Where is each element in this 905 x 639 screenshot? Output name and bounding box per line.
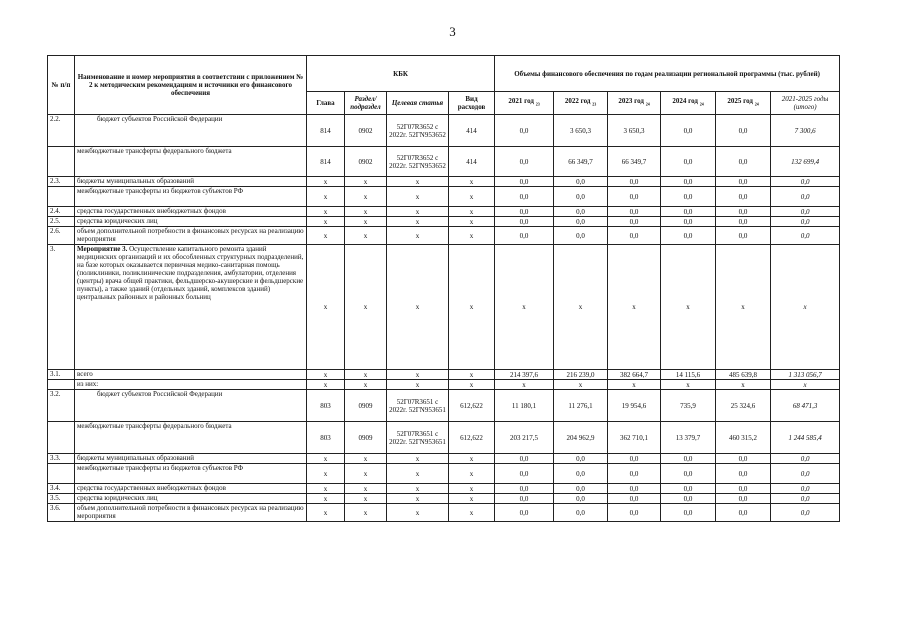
cell-v2022: x [554,245,608,370]
cell-statya: 52Г07R3651 с 2022г. 52ГN953651 [387,422,449,454]
header-y2023 [608,92,661,115]
header-glava: Глава [307,92,345,115]
cell-v2024: 0,0 [661,217,716,227]
table-row [48,115,840,147]
row-name-text: межбюджетные трансферты федерального бюджета [77,422,232,430]
cell-total: 132 699,4 [771,147,840,177]
financing-table [47,55,840,522]
cell-statya: 52Г07R3651 с 2022г. 52ГN953651 [387,390,449,422]
row-name [75,422,307,454]
cell-razdel: x [345,464,387,484]
row-number: 2.2. [48,115,75,147]
cell-v2023: 0,0 [608,217,661,227]
cell-glava: x [307,504,345,522]
cell-v2021: x [495,245,554,370]
cell-v2025: 0,0 [716,187,771,207]
cell-statya: x [387,370,449,380]
cell-razdel: x [345,504,387,522]
cell-v2021: 0,0 [495,454,554,464]
cell-v2025: 0,0 [716,207,771,217]
cell-v2024: 0,0 [661,484,716,494]
cell-glava: x [307,370,345,380]
cell-v2025: 0,0 [716,454,771,464]
row-name-text: межбюджетные трансферты федерального бюджета [77,147,232,155]
cell-razdel: x [345,217,387,227]
header-y2023-label: 2023 год [618,97,644,106]
cell-v2022: 0,0 [554,454,608,464]
row-name [75,370,307,380]
cell-glava: x [307,484,345,494]
cell-total: 68 471,3 [771,390,840,422]
table-row [48,370,840,380]
cell-total: x [771,380,840,390]
cell-v2024: 0,0 [661,207,716,217]
cell-v2023: 0,0 [608,187,661,207]
row-number: 3.2. [48,390,75,422]
header-statya: Целевая статья [387,92,449,115]
row-number: 3.6. [48,504,75,522]
cell-v2023: 0,0 [608,207,661,217]
table-row [48,380,840,390]
cell-statya: x [387,380,449,390]
header-kbk: КБК [307,56,495,92]
row-name [75,504,307,522]
cell-v2021: 0,0 [495,217,554,227]
cell-total: 0,0 [771,504,840,522]
table-row [48,504,840,522]
header-y2021-label: 2021 год [508,97,534,106]
cell-v2021: 0,0 [495,147,554,177]
row-name [75,177,307,187]
page-number: 3 [449,24,456,39]
cell-v2025: x [716,245,771,370]
row-number: 3.5. [48,494,75,504]
row-number [48,464,75,484]
cell-vid: x [449,207,495,217]
cell-glava: 814 [307,115,345,147]
cell-statya: x [387,207,449,217]
cell-v2024: 0,0 [661,177,716,187]
row-name [75,227,307,245]
cell-v2025: 0,0 [716,227,771,245]
table-row [48,227,840,245]
cell-v2023: 0,0 [608,504,661,522]
cell-v2023: 0,0 [608,464,661,484]
cell-total: 0,0 [771,217,840,227]
row-name [75,207,307,217]
cell-v2021: 0,0 [495,484,554,494]
cell-razdel: x [345,187,387,207]
cell-razdel: 0902 [345,115,387,147]
cell-v2023: 0,0 [608,484,661,494]
header-y2024-sub: 24 [699,101,704,107]
cell-v2021: 0,0 [495,187,554,207]
cell-razdel: x [345,207,387,217]
cell-razdel: x [345,380,387,390]
table-row [48,464,840,484]
cell-glava: x [307,227,345,245]
cell-razdel: x [345,227,387,245]
cell-razdel: x [345,370,387,380]
cell-vid: 414 [449,115,495,147]
cell-vid: x [449,494,495,504]
row-name-text: бюджет субъектов Российской Федерации [97,390,223,398]
row-name-text: из них: [77,380,99,388]
header-volumes: Объемы финансового обеспечения по годам реализации региональной программы (тыс. рублей) [495,56,840,92]
cell-total: 0,0 [771,464,840,484]
cell-statya: x [387,494,449,504]
table-row [48,390,840,422]
table-body [48,115,840,522]
row-name [75,115,307,147]
cell-vid: x [449,187,495,207]
cell-glava: x [307,494,345,504]
cell-v2025: 0,0 [716,177,771,187]
row-number [48,187,75,207]
cell-razdel: x [345,177,387,187]
cell-v2023: 3 650,3 [608,115,661,147]
cell-total: 0,0 [771,227,840,245]
cell-glava: x [307,464,345,484]
cell-total: 1 313 056,7 [771,370,840,380]
cell-v2025: 0,0 [716,147,771,177]
row-number [48,147,75,177]
table-row [48,147,840,177]
cell-v2021: 11 180,1 [495,390,554,422]
cell-v2025: 0,0 [716,464,771,484]
row-number [48,380,75,390]
cell-v2024: 14 115,6 [661,370,716,380]
header-y2022-sub: 23 [592,101,597,107]
cell-glava: x [307,245,345,370]
table-row [48,422,840,454]
cell-glava: x [307,207,345,217]
cell-glava: 803 [307,422,345,454]
cell-razdel: x [345,494,387,504]
cell-v2022: 0,0 [554,217,608,227]
cell-v2022: 0,0 [554,464,608,484]
table-row [48,207,840,217]
cell-v2025: 0,0 [716,484,771,494]
cell-statya: x [387,227,449,245]
cell-statya: 52Г07R3652 с 2022г. 52ГN953652 [387,115,449,147]
cell-v2023: 0,0 [608,227,661,245]
row-name-text: средства государственных внебюджетных фондов [77,484,226,492]
cell-v2025: 0,0 [716,217,771,227]
cell-total: x [771,245,840,370]
cell-v2022: 66 349,7 [554,147,608,177]
cell-total: 0,0 [771,494,840,504]
table-row [48,187,840,207]
cell-v2021: 0,0 [495,464,554,484]
cell-vid: x [449,380,495,390]
cell-v2021: 214 397,6 [495,370,554,380]
row-number: 2.3. [48,177,75,187]
row-name-text: всего [77,370,93,378]
cell-razdel: x [345,454,387,464]
cell-v2024: 0,0 [661,115,716,147]
cell-glava: x [307,454,345,464]
cell-v2025: 460 315,2 [716,422,771,454]
cell-glava: x [307,177,345,187]
cell-glava: x [307,187,345,207]
cell-statya: x [387,484,449,494]
cell-v2024: 0,0 [661,147,716,177]
header-y2024-label: 2024 год [672,97,698,106]
cell-v2024: 0,0 [661,227,716,245]
row-number: 2.4. [48,207,75,217]
row-name [75,380,307,390]
cell-vid: x [449,177,495,187]
cell-v2022: 204 962,9 [554,422,608,454]
table-row [48,484,840,494]
cell-vid: 612,622 [449,390,495,422]
row-number: 2.5. [48,217,75,227]
row-name [75,454,307,464]
cell-razdel: 0909 [345,390,387,422]
row-name [75,245,307,370]
cell-v2024: 0,0 [661,464,716,484]
header-y2022-label: 2022 год [564,97,591,106]
header-y2025-sub: 24 [754,101,759,107]
cell-total: 0,0 [771,187,840,207]
cell-total: 0,0 [771,177,840,187]
header-y2024 [661,92,716,115]
header-num: № п/п [48,56,75,115]
row-name [75,147,307,177]
cell-v2021: 0,0 [495,504,554,522]
cell-v2023: x [608,380,661,390]
row-number: 2.6. [48,227,75,245]
cell-vid: x [449,370,495,380]
header-total: 2021-2025 годы (итого) [771,92,840,115]
cell-v2023: 66 349,7 [608,147,661,177]
row-number: 3.1. [48,370,75,380]
row-name-text: средства юридических лиц [77,494,158,502]
header-y2022 [554,92,608,115]
cell-razdel: 0902 [345,147,387,177]
table-row [48,177,840,187]
row-name-text: Осуществление капитального ремонта зданий медицинских организаций и их обособленных структурных подразделений, на базе которых оказывается первичная медико-санитарная помощь (поликлиники, поликлинические подразделения, амбулатории, отделения (центры) врача общей практики, фельдшерско-акушерские и фельдшерские пункты), а также зданий (отдельных зданий, комплексов зданий) центральных районных и районных больниц [77,245,304,301]
cell-v2025: 25 324,6 [716,390,771,422]
row-number: 3.3. [48,454,75,464]
row-name-bold: Мероприятие 3. [77,245,128,253]
cell-v2023: 0,0 [608,494,661,504]
cell-vid: x [449,484,495,494]
row-number: 3.4. [48,484,75,494]
cell-vid: x [449,217,495,227]
cell-v2022: 0,0 [554,227,608,245]
cell-v2024: x [661,245,716,370]
cell-statya: x [387,177,449,187]
cell-statya: x [387,217,449,227]
cell-total: 1 244 585,4 [771,422,840,454]
row-name-text: межбюджетные трансферты из бюджетов субъектов РФ [77,464,244,472]
row-name [75,390,307,422]
cell-total: 0,0 [771,454,840,464]
cell-statya: x [387,454,449,464]
cell-glava: 814 [307,147,345,177]
cell-v2025: x [716,380,771,390]
cell-v2023: 19 954,6 [608,390,661,422]
cell-vid: x [449,227,495,245]
header-row-1 [48,56,840,92]
cell-v2022: 216 239,0 [554,370,608,380]
cell-v2022: 0,0 [554,494,608,504]
cell-vid: 414 [449,147,495,177]
row-name-text: объем дополнительной потребности в финансовых ресурсах на реализацию мероприятия [77,504,304,520]
cell-v2025: 0,0 [716,494,771,504]
row-name [75,464,307,484]
cell-v2021: 0,0 [495,227,554,245]
header-y2023-sub: 24 [645,101,650,107]
cell-statya: x [387,187,449,207]
table-row [48,245,840,370]
row-name [75,187,307,207]
cell-v2025: 0,0 [716,504,771,522]
cell-vid: 612,622 [449,422,495,454]
header-y2025 [716,92,771,115]
cell-vid: x [449,454,495,464]
cell-v2021: 0,0 [495,494,554,504]
cell-v2022: 0,0 [554,504,608,522]
cell-glava: x [307,380,345,390]
cell-vid: x [449,245,495,370]
cell-v2025: 485 639,8 [716,370,771,380]
row-name-text: бюджеты муниципальных образований [77,177,195,185]
cell-statya: 52Г07R3652 с 2022г. 52ГN953652 [387,147,449,177]
cell-v2022: 3 650,3 [554,115,608,147]
cell-vid: x [449,504,495,522]
row-name [75,494,307,504]
cell-razdel: x [345,484,387,494]
header-name: Наименование и номер мероприятия в соответствии с приложением № 2 к методическим рекомендациям и источники его финансового обеспечения [75,56,307,115]
row-number: 3. [48,245,75,370]
cell-total: 0,0 [771,484,840,494]
row-name-text: бюджеты муниципальных образований [77,454,195,462]
cell-statya: x [387,245,449,370]
cell-v2024: 0,0 [661,187,716,207]
row-name [75,217,307,227]
cell-total: 0,0 [771,207,840,217]
table-row [48,494,840,504]
row-name-text: бюджет субъектов Российской Федерации [97,115,223,123]
cell-glava: 803 [307,390,345,422]
cell-v2023: 0,0 [608,454,661,464]
header-razdel: Раздел/ подраздел [345,92,387,115]
table-row [48,217,840,227]
cell-v2021: 0,0 [495,177,554,187]
table-row [48,454,840,464]
cell-v2021: 0,0 [495,207,554,217]
cell-v2022: 11 276,1 [554,390,608,422]
cell-v2023: 382 664,7 [608,370,661,380]
row-name-text: межбюджетные трансферты из бюджетов субъектов РФ [77,187,244,195]
row-name-text: средства юридических лиц [77,217,158,225]
cell-glava: x [307,217,345,227]
header-y2021 [495,92,554,115]
cell-v2024: 0,0 [661,494,716,504]
cell-v2023: 0,0 [608,177,661,187]
cell-statya: x [387,504,449,522]
header-vid: Вид расходов [449,92,495,115]
cell-v2025: 0,0 [716,115,771,147]
cell-v2022: 0,0 [554,207,608,217]
cell-v2022: 0,0 [554,484,608,494]
cell-v2021: 0,0 [495,115,554,147]
cell-v2024: 0,0 [661,504,716,522]
cell-v2022: x [554,380,608,390]
cell-total: 7 300,6 [771,115,840,147]
cell-v2024: x [661,380,716,390]
header-y2021-sub: 23 [535,101,540,107]
cell-v2024: 735,9 [661,390,716,422]
cell-razdel: x [345,245,387,370]
cell-v2022: 0,0 [554,187,608,207]
cell-razdel: 0909 [345,422,387,454]
cell-vid: x [449,464,495,484]
row-name [75,484,307,494]
header-y2025-label: 2025 год [727,97,753,106]
cell-statya: x [387,464,449,484]
cell-v2023: 362 710,1 [608,422,661,454]
cell-v2021: 203 217,5 [495,422,554,454]
cell-v2021: x [495,380,554,390]
cell-v2023: x [608,245,661,370]
cell-v2022: 0,0 [554,177,608,187]
cell-v2024: 13 379,7 [661,422,716,454]
row-number [48,422,75,454]
row-name-text: объем дополнительной потребности в финансовых ресурсах на реализацию мероприятия [77,227,304,243]
row-name-text: средства государственных внебюджетных фондов [77,207,226,215]
cell-v2024: 0,0 [661,454,716,464]
